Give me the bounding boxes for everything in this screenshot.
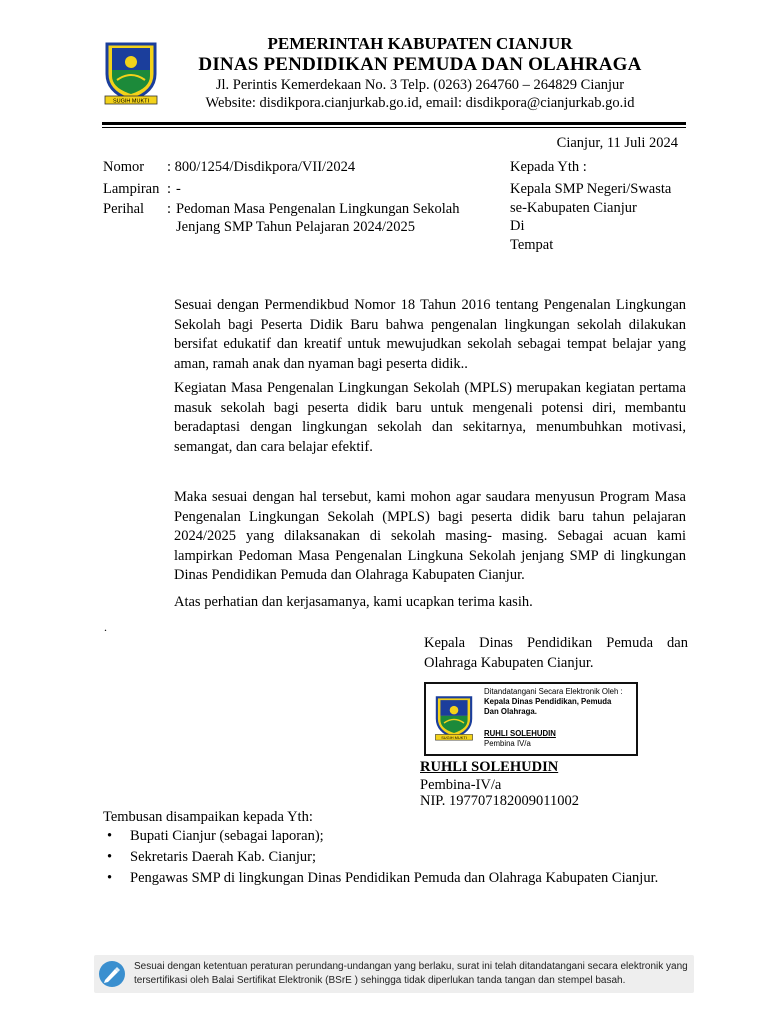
pen-signature-icon bbox=[98, 960, 126, 988]
signatory-rank: Pembina-IV/a bbox=[420, 777, 502, 793]
body-paragraph-1: Sesuai dengan Permendikbud Nomor 18 Tahun 2016 tentang Pengenalan Lingkungan Sekolah bagi Peserta Didik Baru bahwa pengenalan lingkungan sekolah dilakukan bersifat edukatif dan kreatif untuk mewujudkan sekolah sebagai tempat belajar yang aman, ramah anak dan nyaman bagi peserta didik.. bbox=[174, 297, 686, 372]
letterhead-agency: DINAS PENDIDIKAN PEMUDA DAN OLAHRAGA bbox=[198, 54, 642, 75]
nomor-value: : 800/1254/Disdikpora/VII/2024 bbox=[167, 159, 356, 175]
esign-line: Ditandatangani Secara Elektronik Oleh : bbox=[484, 687, 623, 696]
lampiran-sep: : bbox=[167, 181, 172, 197]
footer-disclaimer: Sesuai dengan ketentuan peraturan perundang-undangan yang berlaku, surat ini telah ditandatangani secara elektronik yang tersertifikasi oleh Balai Sertifikat Elektronik (BSrE ) sehingga tidak diperlukan tanda tangan dan stempel basah. bbox=[134, 961, 688, 986]
recipient-line: Tempat bbox=[510, 237, 554, 254]
body-paragraph-4: Atas perhatian dan kerjasamanya, kami ucapkan terima kasih. bbox=[174, 594, 533, 610]
letterhead-rule-thin bbox=[102, 127, 686, 128]
recipient-line: se-Kabupaten Cianjur bbox=[510, 199, 637, 216]
signatory-name: RUHLI SOLEHUDIN bbox=[420, 759, 559, 775]
body-paragraph-2: Kegiatan Masa Pengenalan Lingkungan Sekolah (MPLS) merupakan kegiatan pertama masuk sekolah bagi peserta didik baru untuk mengenali potensi diri, membantu beradaptasi dengan lingkungan sekolah dan sekitarnya, menumbuhkan motivasi, semangat, dan cara belajar efektif. bbox=[174, 380, 686, 455]
letterhead bbox=[160, 34, 680, 112]
svg-text:SUGIH MUKTI: SUGIH MUKTI bbox=[441, 735, 467, 741]
stray-dot: . bbox=[104, 620, 107, 634]
electronic-signature-box bbox=[424, 682, 638, 756]
cc-title: Tembusan disampaikan kepada Yth: bbox=[103, 809, 313, 825]
signatory-nip: NIP. 197707182009011002 bbox=[420, 793, 579, 809]
perihal-sep: : bbox=[167, 201, 172, 217]
cc-list bbox=[103, 826, 723, 889]
lampiran-value: - bbox=[176, 181, 181, 197]
letter-date: Cianjur, 11 Juli 2024 bbox=[556, 135, 678, 151]
regency-logo-icon bbox=[103, 40, 159, 106]
perihal-label: Perihal bbox=[103, 201, 145, 217]
signoff-title: Kepala Dinas Pendidikan Pemuda dan Olahraga Kabupaten Cianjur. bbox=[424, 635, 688, 671]
recipient-line: Kepada Yth : bbox=[510, 159, 587, 175]
esign-rank: Pembina IV/a bbox=[484, 739, 531, 748]
esign-text bbox=[484, 687, 634, 749]
cc-item: • Bupati Cianjur (sebagai laporan); bbox=[103, 826, 723, 847]
perihal-line1: Pedoman Masa Pengenalan Lingkungan Sekolah bbox=[176, 201, 460, 217]
regency-logo-icon bbox=[434, 694, 474, 742]
body-paragraph-3: Maka sesuai dengan hal tersebut, kami mohon agar saudara menyusun Program Masa Pengenalan Lingkungan Sekolah (MPLS) bagi peserta didik baru tahun pelajaran 2024/2025 yang dilaksanakan di sekolah masing- masing. Sebagai acuan kami lampirkan Pedoman Masa Pengenalan Lingkuna Sekolah jenjang SMP di lingkungan Dinas Pendidikan Pemuda dan Olahraga Kabupaten Cianjur. bbox=[174, 489, 686, 584]
nomor-label: Nomor bbox=[103, 159, 145, 175]
letterhead-government: PEMERINTAH KABUPATEN CIANJUR bbox=[267, 34, 573, 53]
esign-line: Dan Olahraga. bbox=[484, 707, 537, 716]
cc-item: • Sekretaris Daerah Kab. Cianjur; bbox=[103, 847, 723, 868]
letterhead-address: Jl. Perintis Kemerdekaan No. 3 Telp. (0263) 264760 – 264829 Cianjur bbox=[215, 77, 625, 93]
esign-name: RUHLI SOLEHUDIN bbox=[484, 729, 556, 738]
svg-text:SUGIH MUKTI: SUGIH MUKTI bbox=[112, 98, 150, 105]
letterhead-website: Website: disdikpora.cianjurkab.go.id, email: disdikpora@cianjurkab.go.id bbox=[205, 95, 635, 111]
perihal-line2: Jenjang SMP Tahun Pelajaran 2024/2025 bbox=[176, 219, 416, 235]
recipient-line: Kepala SMP Negeri/Swasta bbox=[510, 180, 672, 197]
recipient-line: Di bbox=[510, 218, 525, 235]
cc-item: • Pengawas SMP di lingkungan Dinas Pendidikan Pemuda dan Olahraga Kabupaten Cianjur. bbox=[103, 868, 723, 889]
letterhead-rule-thick bbox=[102, 122, 686, 125]
esign-line: Kepala Dinas Pendidikan, Pemuda bbox=[484, 697, 612, 706]
bsre-footer bbox=[94, 955, 694, 993]
lampiran-label: Lampiran bbox=[103, 181, 160, 197]
recipient-block bbox=[510, 158, 700, 255]
